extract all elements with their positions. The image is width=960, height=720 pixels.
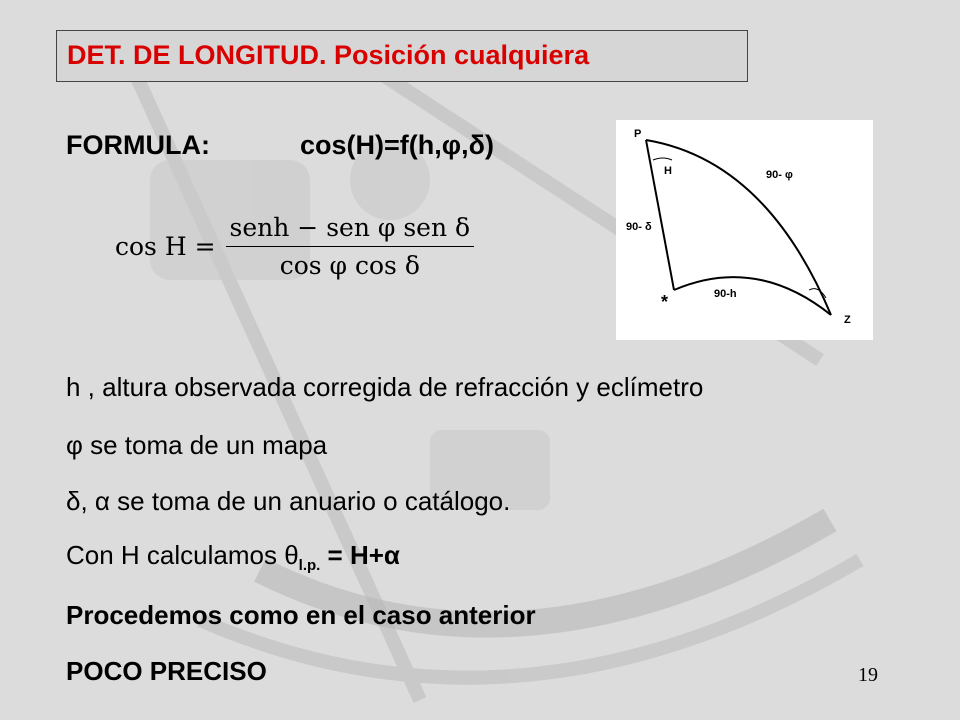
label-90-phi: 90- φ xyxy=(766,169,793,181)
h-description: h , altura observada corregida de refracción y eclímetro xyxy=(66,372,704,402)
label-p: P xyxy=(634,128,642,140)
con-h-calculation xyxy=(66,540,400,574)
procedure-note: Procedemos como en el caso anterior xyxy=(66,600,536,630)
side-90-delta xyxy=(646,140,674,290)
equation-denominator: cos φ cos δ xyxy=(279,251,420,280)
label-90-delta: 90- δ xyxy=(626,221,652,233)
equation-lhs: cos H = xyxy=(115,232,216,261)
label-90-h: 90-h xyxy=(714,288,737,300)
phi-description: φ se toma de un mapa xyxy=(66,430,328,460)
slide-title: DET. DE LONGITUD. Posición cualquiera xyxy=(67,40,590,70)
precision-note: POCO PRECISO xyxy=(66,656,267,686)
spherical-triangle-diagram xyxy=(616,120,873,340)
formula-label: FORMULA: xyxy=(66,130,210,160)
delta-alpha-description: δ, α se toma de un anuario o catálogo. xyxy=(66,486,511,516)
con-h-subscript: l.p. xyxy=(298,557,321,574)
formula-expression: cos(H)=f(h,φ,δ) xyxy=(300,130,494,160)
angle-h-arc xyxy=(653,158,672,160)
label-star: * xyxy=(661,292,669,312)
label-z: Z xyxy=(844,314,851,326)
cos-h-equation xyxy=(115,213,474,280)
equation-numerator: senh − sen φ sen δ xyxy=(226,213,475,247)
page-number: 19 xyxy=(858,664,878,686)
title-box xyxy=(56,30,748,82)
side-90-h xyxy=(674,277,831,315)
label-h-angle: H xyxy=(664,165,672,177)
con-h-prefix: Con H calculamos θ xyxy=(66,540,299,570)
equation-fraction xyxy=(226,213,475,280)
con-h-suffix: = H+α xyxy=(320,540,400,570)
